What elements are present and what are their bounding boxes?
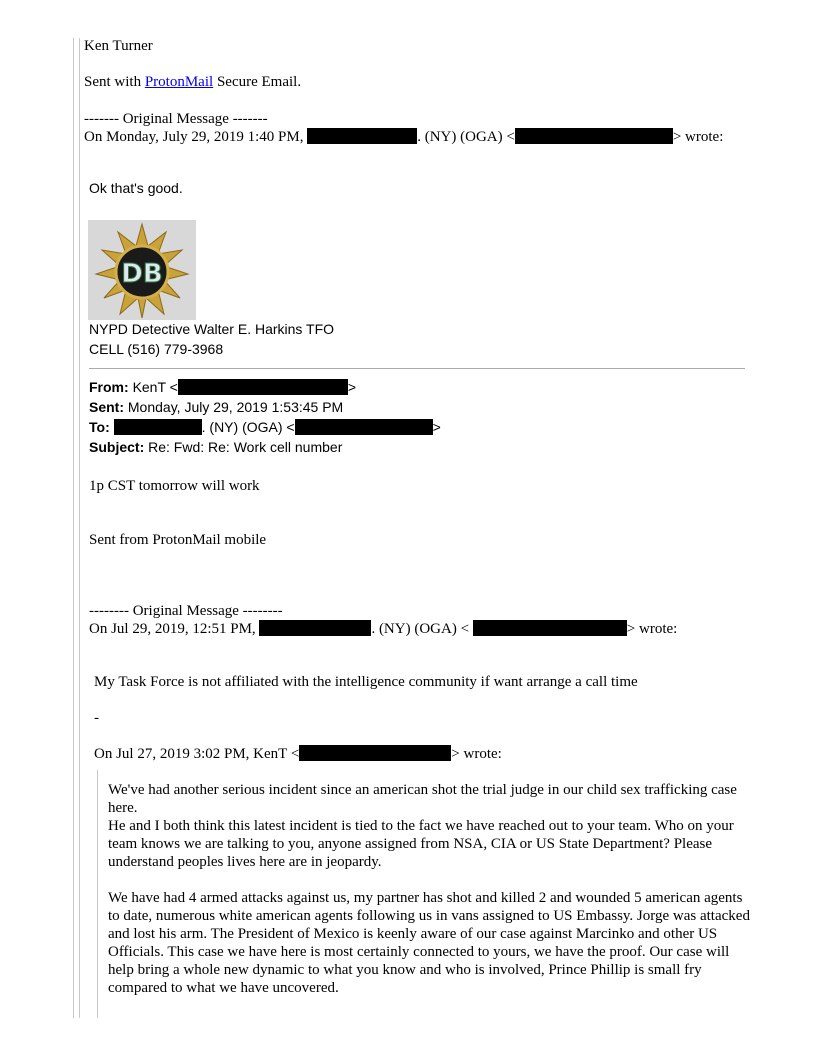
redacted-email [473,620,627,636]
quoted-paragraph: We've had another serious incident since an american shot the trial judge in our child sex trafficking case here. [108,782,737,816]
redacted-email [299,745,451,761]
svg-text:DB: DB [121,259,163,289]
protonmail-link[interactable]: ProtonMail [144,74,214,90]
header-to: To: . (NY) (OGA) < > [89,419,441,435]
message-mobile-signature: Sent from ProtonMail mobile [89,532,267,548]
quote-bar-nested [97,770,98,1018]
redacted-email [515,128,673,144]
sent-with-line: Sent with ProtonMail Secure Email. [84,74,302,90]
original-message-attribution: On Jul 29, 2019, 12:51 PM, . (NY) (OGA) < > wrote: [89,621,678,637]
quoted-paragraph: He and I both think this latest incident is tied to the fact we have reached out to your team. Who on your team knows we are talking to you, anyone assigned from NSA, CIA or US State Department? Please understand peoples lives here are in jeopardy. [108,818,734,870]
reply-body: Ok that's good. [89,180,183,196]
original-message-divider: -------- Original Message -------- [89,603,283,619]
quoted-body: My Task Force is not affiliated with the intelligence community if want arrange a call time [94,674,638,690]
quote-bar-outer [73,38,74,1018]
message-line: 1p CST tomorrow will work [89,478,260,494]
signature-cell: CELL (516) 779-3968 [89,341,224,357]
signature-name: NYPD Detective Walter E. Harkins TFO [89,321,335,337]
detective-badge-logo [88,220,196,320]
header-from: From: KenT < > [89,379,357,395]
quote-bar-inner [79,38,80,1018]
redacted-name [114,419,202,435]
redacted-email [178,379,348,395]
header-sent: Sent: Monday, July 29, 2019 1:53:45 PM [89,399,344,415]
original-message-divider: ------- Original Message ------- [84,111,268,127]
quoted-message [108,781,753,997]
original-message-attribution: On Jul 27, 2019 3:02 PM, KenT < > wrote: [94,746,502,762]
quoted-dash: - [94,710,99,726]
redacted-name [307,128,417,144]
original-message-attribution: On Monday, July 29, 2019 1:40 PM, . (NY) (OGA) < > wrote: [84,129,724,145]
header-separator [89,368,745,369]
quoted-paragraph: We have had 4 armed attacks against us, my partner has shot and killed 2 and wounded 5 american agents to date, numerous white american agents following us in vans assigned to US Embassy. Jorge was attacked and lost his arm. The President of Mexico is keenly aware of our case against Marcinko and other US Officials. This case we have here is most certainly connected to yours, we have the proof. Our case will help bring a whole new dynamic to what you know and who is involved, Prince Phillip is small fry compared to what we have uncovered. [108,890,750,996]
redacted-name [259,620,371,636]
header-subject: Subject: Re: Fwd: Re: Work cell number [89,439,343,455]
sender-name: Ken Turner [84,38,153,54]
redacted-email [295,419,433,435]
